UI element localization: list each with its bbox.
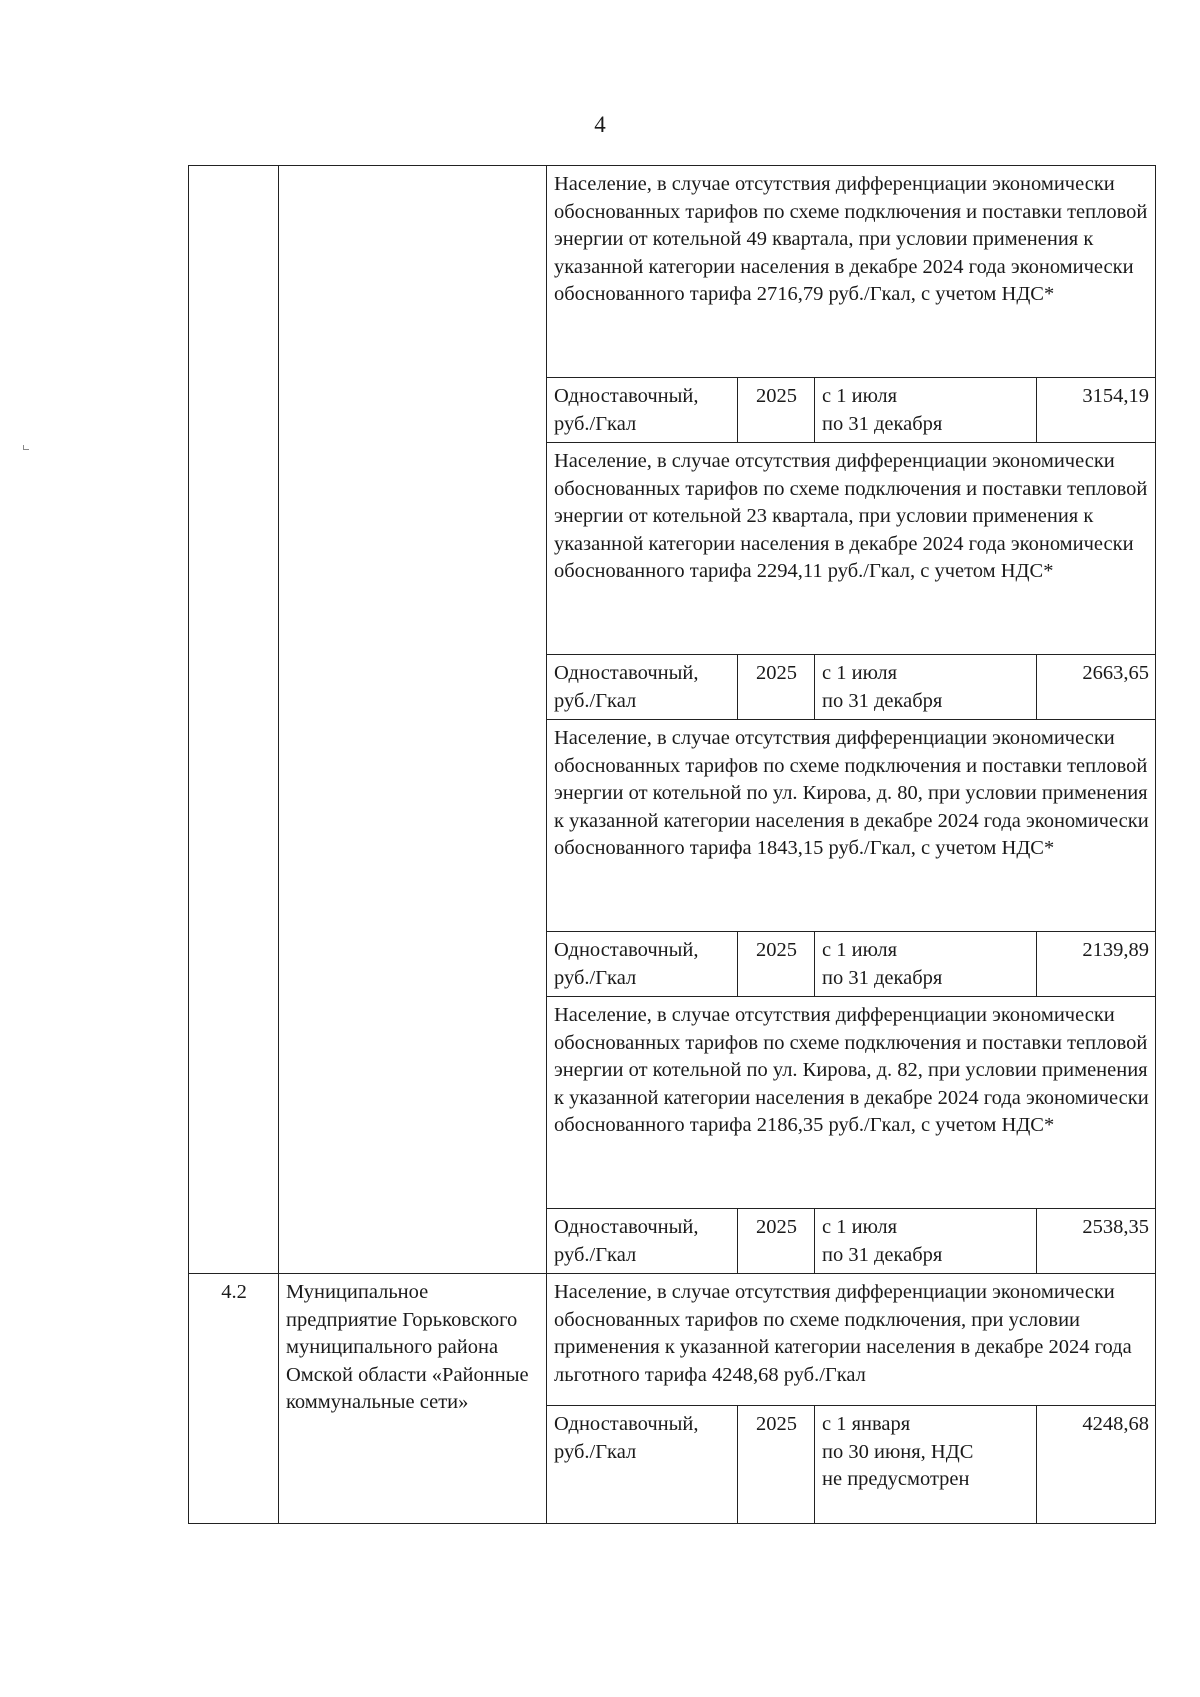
category-description: Население, в случае отсутствия дифференциации экономически обоснованных тарифов по схеме подключения и поставки тепловой энергии от котельной 23 квартала, при условии применения к указанной категории населения в декабре 2024 года экономически обоснованного тарифа 2294,11 руб./Гкал, с учетом НДС* bbox=[547, 443, 1156, 655]
tariff-value: 4248,68 bbox=[1037, 1406, 1156, 1524]
year: 2025 bbox=[738, 655, 815, 720]
period bbox=[815, 655, 1037, 720]
table-row bbox=[189, 1274, 1156, 1406]
period bbox=[815, 1406, 1037, 1524]
year: 2025 bbox=[738, 378, 815, 443]
page-number: 4 bbox=[594, 112, 606, 137]
period-to: по 31 декабря bbox=[822, 1243, 943, 1266]
tariff-value: 2139,89 bbox=[1037, 932, 1156, 997]
period-from: с 1 июля bbox=[822, 939, 898, 961]
organization-name: Муниципальное предприятие Горьковского муниципального района Омской области «Районные коммунальные сети» bbox=[279, 1274, 547, 1524]
tariff-value: 3154,19 bbox=[1037, 378, 1156, 443]
scan-mark bbox=[23, 445, 29, 450]
year: 2025 bbox=[738, 1209, 815, 1274]
period-to: по 31 декабря bbox=[822, 689, 943, 712]
number-cell bbox=[189, 166, 279, 1274]
category-description: Население, в случае отсутствия дифференциации экономически обоснованных тарифов по схеме подключения и поставки тепловой энергии от котельной по ул. Кирова, д. 82, при условии применения к указанной категории населения в декабре 2024 года экономически обоснованного тарифа 2186,35 руб./Гкал, с учетом НДС* bbox=[547, 997, 1156, 1209]
organization-cell bbox=[279, 166, 547, 1274]
period bbox=[815, 1209, 1037, 1274]
period-from: с 1 июля bbox=[822, 385, 898, 407]
table-row bbox=[189, 166, 1156, 378]
period-from: с 1 января bbox=[822, 1413, 911, 1435]
rate-type: Одноставочный, руб./Гкал bbox=[547, 932, 738, 997]
period-to: по 31 декабря bbox=[822, 966, 943, 989]
tariff-table bbox=[188, 165, 1156, 1524]
rate-type: Одноставочный, руб./Гкал bbox=[547, 655, 738, 720]
category-description: Население, в случае отсутствия дифференциации экономически обоснованных тарифов по схеме подключения и поставки тепловой энергии от котельной 49 квартала, при условии применения к указанной категории населения в декабре 2024 года экономически обоснованного тарифа 2716,79 руб./Гкал, с учетом НДС* bbox=[547, 166, 1156, 378]
period-to: по 31 декабря bbox=[822, 412, 943, 435]
tariff-value: 2663,65 bbox=[1037, 655, 1156, 720]
period-to: по 30 июня, НДС bbox=[822, 1440, 974, 1463]
row-number: 4.2 bbox=[189, 1274, 279, 1524]
period bbox=[815, 932, 1037, 997]
rate-type: Одноставочный, руб./Гкал bbox=[547, 1209, 738, 1274]
period-from: с 1 июля bbox=[822, 1216, 898, 1238]
tariff-value: 2538,35 bbox=[1037, 1209, 1156, 1274]
year: 2025 bbox=[738, 932, 815, 997]
rate-type: Одноставочный, руб./Гкал bbox=[547, 378, 738, 443]
period-from: с 1 июля bbox=[822, 662, 898, 684]
category-description: Население, в случае отсутствия дифференциации экономически обоснованных тарифов по схеме подключения, при условии применения к указанной категории населения в декабре 2024 года льготного тарифа 4248,68 руб./Гкал bbox=[547, 1274, 1156, 1406]
year: 2025 bbox=[738, 1406, 815, 1524]
category-description: Население, в случае отсутствия дифференциации экономически обоснованных тарифов по схеме подключения и поставки тепловой энергии от котельной по ул. Кирова, д. 80, при условии применения к указанной категории населения в декабре 2024 года экономически обоснованного тарифа 1843,15 руб./Гкал, с учетом НДС* bbox=[547, 720, 1156, 932]
vat-note: не предусмотрен bbox=[822, 1468, 970, 1490]
period bbox=[815, 378, 1037, 443]
rate-type: Одноставочный, руб./Гкал bbox=[547, 1406, 738, 1524]
